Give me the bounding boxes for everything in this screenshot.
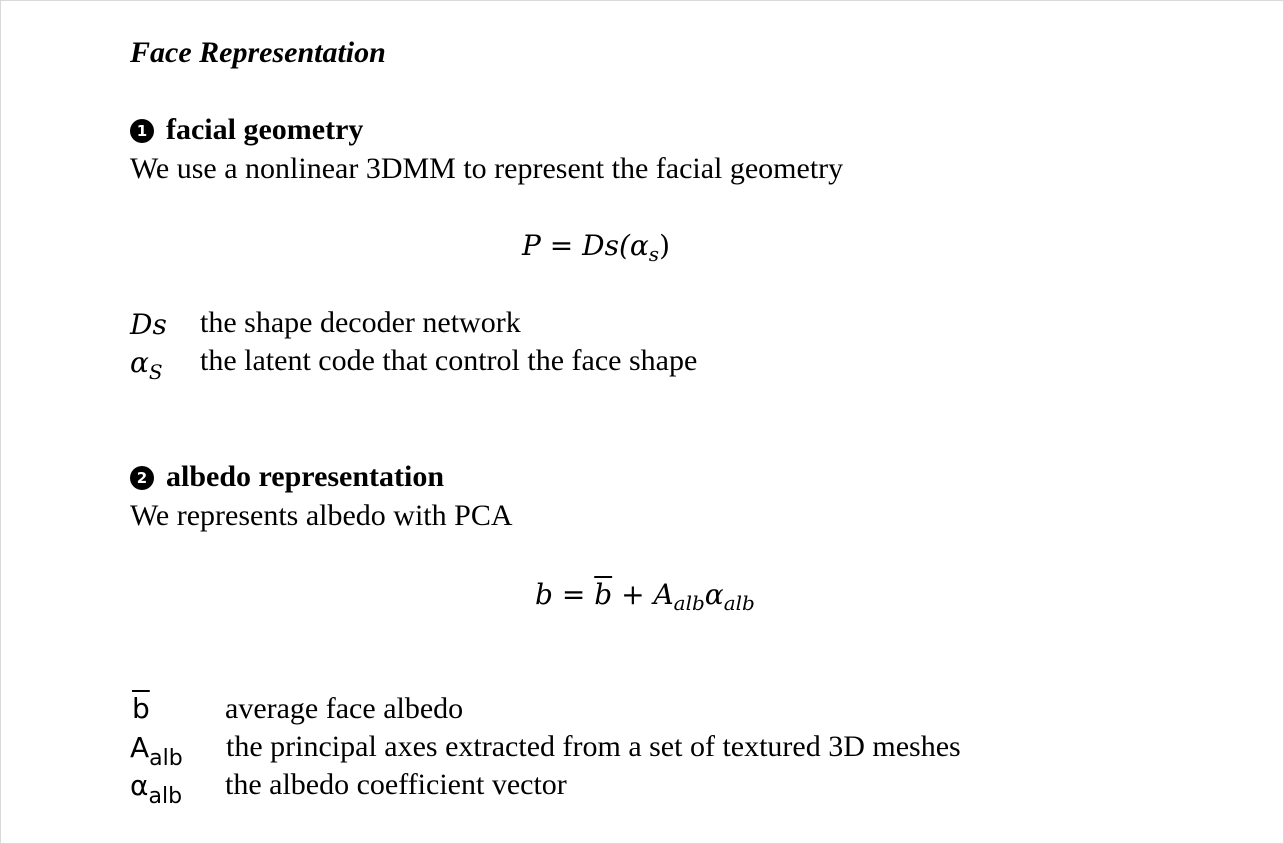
definition-symbol-bbar: $\overline{b}$ bbox=[132, 692, 150, 725]
section-2-heading-text: albedo representation bbox=[166, 460, 445, 493]
equation-close-paren: ) bbox=[659, 229, 670, 262]
equation-mean-b: $\overline{b}$ bbox=[594, 578, 613, 611]
alpha-symbol: α bbox=[130, 346, 149, 379]
geometry-equation bbox=[522, 229, 670, 266]
a-symbol: A bbox=[130, 731, 150, 764]
equation-basis-sub: alb bbox=[673, 591, 705, 615]
alpha-sub: S bbox=[148, 360, 163, 384]
section-1-text: We use a nonlinear 3DMM to represent the facial geometry bbox=[130, 152, 844, 185]
definition-symbol-alpha-s bbox=[130, 346, 163, 384]
definition-text-a-alb: the principal axes extracted from a set of textured 3D meshes bbox=[226, 730, 961, 763]
equation-equals: = bbox=[561, 578, 586, 611]
definition-text-ds: the shape decoder network bbox=[200, 306, 521, 339]
definition-symbol-alpha-alb bbox=[130, 769, 183, 809]
definition-symbol-ds: Ds bbox=[130, 308, 167, 341]
equation-plus: + bbox=[621, 578, 645, 611]
slide-title: Face Representation bbox=[130, 36, 386, 69]
number-one-icon: 1 bbox=[130, 119, 154, 143]
equation-alpha: α bbox=[629, 229, 649, 262]
section-1-heading-text: facial geometry bbox=[166, 113, 364, 146]
alpha-alb-sub: alb bbox=[148, 784, 183, 809]
equation-b: b bbox=[535, 578, 553, 611]
number-two-icon: 2 bbox=[130, 466, 154, 490]
definition-text-alpha-s: the latent code that control the face shape bbox=[200, 344, 698, 377]
albedo-equation bbox=[535, 578, 755, 615]
a-sub: alb bbox=[149, 746, 183, 771]
definition-text-bbar: average face albedo bbox=[225, 692, 464, 725]
equation-coef-sub: alb bbox=[723, 591, 755, 615]
equation-decoder: Ds( bbox=[582, 229, 630, 262]
equation-equals: = bbox=[549, 229, 574, 262]
equation-lhs: P bbox=[522, 229, 541, 262]
equation-coef: α bbox=[704, 578, 724, 611]
equation-basis: A bbox=[653, 578, 674, 611]
alpha-alb-symbol: α bbox=[130, 769, 149, 802]
definition-symbol-a-alb bbox=[130, 731, 183, 771]
equation-alpha-sub: s bbox=[648, 242, 660, 266]
section-2-heading bbox=[130, 460, 444, 494]
section-2-text: We represents albedo with PCA bbox=[130, 499, 513, 532]
definition-text-alpha-alb: the albedo coefficient vector bbox=[225, 768, 567, 801]
section-1-heading bbox=[130, 113, 363, 147]
